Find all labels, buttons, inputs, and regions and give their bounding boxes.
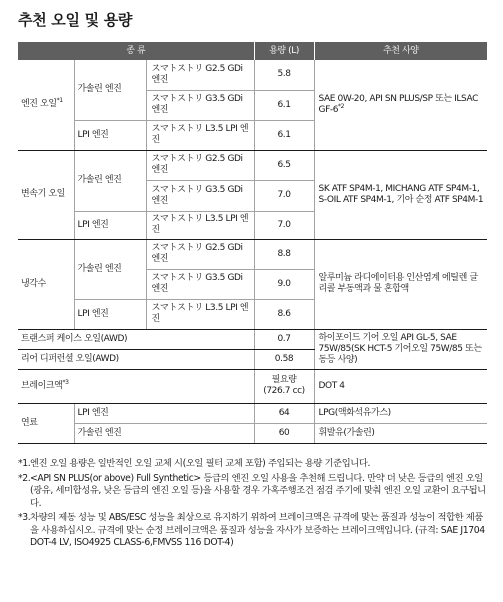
fuel-lpi-label: LPI 엔진 — [74, 403, 254, 423]
table-row — [18, 329, 487, 349]
coolant-label: 냉각수 — [18, 239, 74, 329]
footnote-1 — [18, 458, 488, 471]
transmission-model-l35: スマトストリ L3.5 LPI 엔진 — [146, 211, 254, 239]
transfer-case-capacity: 0.7 — [254, 329, 314, 349]
table-header-row — [18, 42, 487, 60]
table-row — [18, 60, 487, 90]
coolant-gasoline-label: 가솔린 엔진 — [74, 239, 146, 299]
engine-oil-gasoline-label: 가솔린 엔진 — [74, 60, 146, 120]
footnote-text: 차량의 제동 성능 및 ABS/ESC 성능을 최상으로 유지하기 위하여 브레이크액은 규격에 맞는 품질과 성능이 적합한 제품을 사용하십시오. 규격에 맞는 순정 브레이크액은 품질과 성능을 자사가 보증하는 브레이크액입니다. (규격: SAE J1704 DOT-4 LV, ISO4925 CLASS-6,FMVSS 116 DOT-4) — [30, 512, 485, 548]
transmission-model-g25: スマトストリ G2.5 GDi 엔진 — [146, 150, 254, 180]
table-row — [18, 150, 487, 180]
coolant-model-g25: スマトストリ G2.5 GDi 엔진 — [146, 239, 254, 269]
transmission-model-g35: スマトストリ G3.5 GDi 엔진 — [146, 180, 254, 211]
engine-oil-model-g25: スマトストリ G2.5 GDi 엔진 — [146, 60, 254, 90]
engine-oil-capacity-g35: 6.1 — [254, 90, 314, 120]
transmission-capacity-g35: 7.0 — [254, 180, 314, 211]
coolant-capacity-l35: 8.6 — [254, 299, 314, 329]
transmission-lpi-label: LPI 엔진 — [74, 211, 146, 239]
transmission-capacity-l35: 7.0 — [254, 211, 314, 239]
table-row — [18, 403, 487, 423]
brake-fluid-capacity: 필요량 (726.7 cc) — [254, 369, 314, 403]
fuel-lpi-spec: LPG(액화석유가스) — [314, 403, 487, 423]
coolant-spec: 알루미늄 라디에이터용 인산염계 에틸렌 글리콜 부동액과 물 혼합액 — [314, 239, 487, 329]
engine-oil-lpi-label: LPI 엔진 — [74, 120, 146, 150]
footnote-text: <API SN PLUS(or above) Full Synthetic> 등급의 엔진 오일 사용을 추천해 드립니다. 만약 더 낮은 등급의 엔진 오일(광유, 세미합성유, 낮은 등급의 엔진 오일 등)을 사용할 경우 가혹주행조건 점검 주기에 맞춰 엔진 오일 교환이 요구됩니다. — [30, 472, 486, 509]
transmission-oil-label: 변속기 오일 — [18, 150, 74, 239]
transmission-gasoline-label: 가솔린 엔진 — [74, 150, 146, 211]
engine-oil-model-g35: スマトストリ G3.5 GDi 엔진 — [146, 90, 254, 120]
brake-fluid-label: 브레이크액$^{*3}$ — [18, 369, 254, 403]
footnote-marker: *3. — [18, 512, 31, 523]
engine-oil-capacity-g25: 5.8 — [254, 60, 314, 90]
engine-oil-spec: SAE 0W-20, API SN PLUS/SP 또는 ILSAC GF-6$^{*2}$ — [314, 60, 487, 150]
transmission-spec: SK ATF SP4M-1, MICHANG ATF SP4M-1, S-OIL ATF SP4M-1, 기아 순정 ATF SP4M-1 — [314, 150, 487, 239]
fuel-lpi-capacity: 64 — [254, 403, 314, 423]
coolant-lpi-label: LPI 엔진 — [74, 299, 146, 329]
table-row — [18, 423, 487, 443]
rear-diff-capacity: 0.58 — [254, 349, 314, 369]
footnotes — [18, 458, 488, 552]
coolant-model-g35: スマトストリ G3.5 GDi 엔진 — [146, 269, 254, 299]
rear-diff-label: 리어 디퍼런셜 오일(AWD) — [18, 349, 254, 369]
gear-oil-spec: 하이포이드 기어 오일 API GL-5, SAE 75W/85(SK HCT-5 기어오일 75W/85 또는 동등 사양) — [314, 329, 487, 369]
coolant-capacity-g35: 9.0 — [254, 269, 314, 299]
fuel-gasoline-label: 가솔린 엔진 — [74, 423, 254, 443]
header-type: 종 류 — [18, 42, 254, 60]
brake-fluid-spec: DOT 4 — [314, 369, 487, 403]
fuel-gasoline-spec: 휘발유(가솔린) — [314, 423, 487, 443]
transmission-capacity-g25: 6.5 — [254, 150, 314, 180]
fuel-gasoline-capacity: 60 — [254, 423, 314, 443]
footnote-3 — [18, 512, 488, 550]
engine-oil-model-l35: スマトストリ L3.5 LPI 엔진 — [146, 120, 254, 150]
page-title: 추천 오일 및 용량 — [18, 11, 133, 29]
engine-oil-capacity-l35: 6.1 — [254, 120, 314, 150]
table-row — [18, 239, 487, 269]
header-capacity: 용량 (L) — [254, 42, 314, 60]
transfer-case-label: 트랜스퍼 케이스 오일(AWD) — [18, 329, 254, 349]
footnote-2 — [18, 473, 488, 511]
header-spec: 추천 사양 — [314, 42, 487, 60]
table-row — [18, 369, 487, 403]
coolant-capacity-g25: 8.8 — [254, 239, 314, 269]
engine-oil-label: 엔진 오일$^{*1}$ — [18, 60, 74, 150]
footnote-marker: *2. — [18, 472, 31, 484]
footnote-text: 엔진 오일 용량은 일반적인 오일 교체 시(오일 필터 교체 포함) 주입되는 용량 기준입니다. — [30, 458, 371, 469]
fuel-label: 연료 — [18, 403, 74, 443]
coolant-model-l35: スマトストリ L3.5 LPI 엔진 — [146, 299, 254, 329]
footnote-marker: *1. — [18, 458, 31, 469]
recommended-oil-table — [18, 42, 487, 444]
